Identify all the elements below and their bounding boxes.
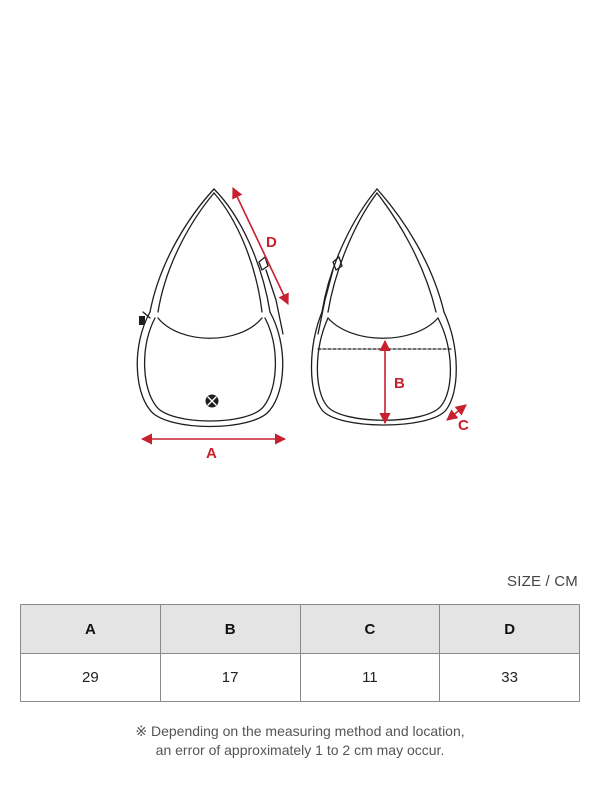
header-b: B xyxy=(160,605,300,654)
table-row xyxy=(21,654,580,702)
value-a: 29 xyxy=(21,654,161,702)
dimension-a-label: A xyxy=(206,445,217,462)
back-view-bag xyxy=(312,189,457,425)
dimension-d-arrow xyxy=(233,188,288,304)
header-c: C xyxy=(300,605,440,654)
value-b: 17 xyxy=(160,654,300,702)
dimension-b-label: B xyxy=(394,375,405,392)
note-line-2: an error of approximately 1 to 2 cm may occur. xyxy=(155,742,445,758)
size-table xyxy=(20,604,580,702)
dimension-c-label: C xyxy=(458,417,469,434)
dimension-d-label: D xyxy=(266,234,277,251)
table-header-row xyxy=(21,605,580,654)
measurement-note xyxy=(0,722,600,760)
header-d: D xyxy=(440,605,580,654)
front-view-bag xyxy=(137,189,283,427)
value-d: 33 xyxy=(440,654,580,702)
header-a: A xyxy=(21,605,161,654)
value-c: 11 xyxy=(300,654,440,702)
size-unit-label: SIZE / CM xyxy=(507,573,578,590)
note-line-1: ※ Depending on the measuring method and location, xyxy=(135,723,465,739)
